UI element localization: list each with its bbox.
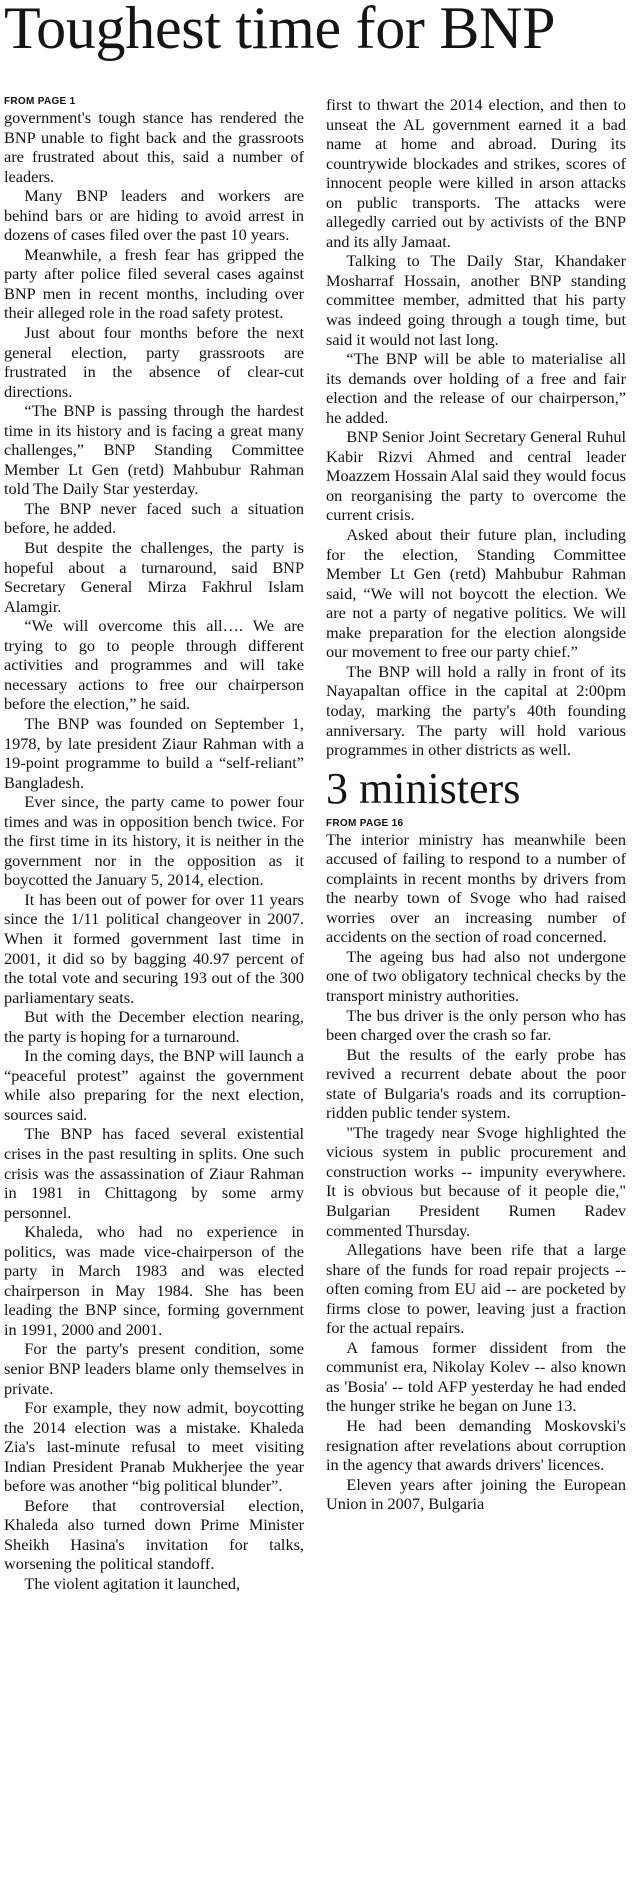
- paragraph: “The BNP will be able to materialise all its demands over holding of a free and fair election and the release of our chairperson,” he added.: [326, 349, 626, 427]
- paragraph: “The BNP is passing through the hardest time in its history and is facing a great many challenges,” BNP Standing Committee Member Lt Gen (retd) Mahbubur Rahman told The Daily Star yesterday.: [4, 401, 304, 499]
- paragraph: The BNP never faced such a situation before, he added.: [4, 498, 304, 538]
- left-column: [4, 96, 304, 1889]
- paragraph: In the coming days, the BNP will launch a “peaceful protest” against the government while also preparing for the next election, sources said.: [4, 1046, 304, 1124]
- paragraph: It has been out of power for over 11 years since the 1/11 political changeover in 2007. When it formed government last time in 2001, it did so by bagging 40.97 percent of the total vote and securing 193 out of the 300 parliamentary seats.: [4, 889, 304, 1007]
- paragraph: government's tough stance has rendered the BNP unable to fight back and the grassroots are frustrated about this, said a number of leaders.: [4, 108, 304, 186]
- paragraph: BNP Senior Joint Secretary General Ruhul Kabir Rizvi Ahmed and central leader Moazzem Hossain Alal said they would focus on reorganising the party to overcome the current crisis.: [326, 427, 626, 525]
- paragraph: Before that controversial election, Khaleda also turned down Prime Minister Sheikh Hasina's invitation for talks, worsening the political standoff.: [4, 1495, 304, 1574]
- paragraph: For example, they now admit, boycotting the 2014 election was a mistake. Khaleda Zia's last-minute refusal to meet visiting Indian President Pranab Mukherjee the year before was another “big political blunder”.: [4, 1398, 304, 1496]
- paragraph: Allegations have been rife that a large share of the funds for road repair projects -- often coming from EU aid -- are pocketed by firms close to power, leaving just a fraction for the actual repairs.: [326, 1240, 626, 1338]
- story1-kicker: FROM PAGE 1: [4, 96, 76, 107]
- paragraph: “We will overcome this all…. We are trying to go to people through different activities and programmes and will take necessary actions to free our chairperson before the election,” he said.: [4, 616, 304, 714]
- paragraph: Many BNP leaders and workers are behind bars or are hiding to avoid arrest in dozens of cases filed over the past 10 years.: [4, 186, 304, 245]
- paragraph: The ageing bus had also not undergone one of two obligatory technical checks by the transport ministry authorities.: [326, 946, 626, 1005]
- paragraph: But despite the challenges, the party is hopeful about a turnaround, said BNP Secretary General Mirza Fakhrul Islam Alamgir.: [4, 538, 304, 616]
- paragraph: first to thwart the 2014 election, and then to unseat the AL government earned it a bad name at home and abroad. During its countrywide blockades and strikes, scores of innocent people were killed in arson attacks on public transports. The attacks were allegedly carried out by activists of the BNP and its ally Jamaat.: [326, 95, 626, 251]
- paragraph: But with the December election nearing, the party is hoping for a turnaround.: [4, 1007, 304, 1046]
- paragraph: Meanwhile, a fresh fear has gripped the party after police filed several cases against BNP men in recent months, including over their alleged role in the road safety protest.: [4, 244, 304, 323]
- paragraph: Asked about their future plan, including for the election, Standing Committee Member Lt Gen (retd) Mahbubur Rahman said, “We will not boycott the election. We are not a party of negative politics. We will make preparation for the election alongside our movement to free our party chief.”: [326, 525, 626, 662]
- paragraph: The interior ministry has meanwhile been accused of failing to respond to a number of complaints in recent months by drivers from the nearby town of Svoge who had raised worries over an increasing number of accidents on the section of road concerned.: [326, 829, 626, 947]
- story2-kicker: FROM PAGE 16: [326, 817, 404, 829]
- paragraph: Talking to The Daily Star, Khandaker Mosharraf Hossain, another BNP standing committee member, admitted that his party was indeed going through a tough time, but said it would not last long.: [326, 251, 626, 349]
- paragraph: For the party's present condition, some senior BNP leaders blame only themselves in private.: [4, 1339, 304, 1398]
- paragraph: The bus driver is the only person who has been charged over the crash so far.: [326, 1005, 626, 1045]
- paragraph: Khaleda, who had no experience in politics, was made vice-chairperson of the party in March 1983 and was elected chairperson in May 1984. She has been leading the BNP since, forming government in 1991, 2000 and 2001.: [4, 1222, 304, 1339]
- paragraph: Ever since, the party came to power four times and was in opposition bench twice. For the first time in its history, it is neither in the government nor in the opposition as it boycotted the January 5, 2014, election.: [4, 792, 304, 890]
- paragraph: But the results of the early probe has revived a recurrent debate about the poor state of Bulgaria's roads and its corruption-ridden public tender system.: [326, 1044, 626, 1123]
- paragraph: The violent agitation it launched,: [24, 1574, 241, 1594]
- paragraph: "The tragedy near Svoge highlighted the vicious system in public procurement and construction works -- impunity everywhere. It is obvious but because of it people die," Bulgarian President Rumen Radev commented Thursday.: [326, 1122, 626, 1240]
- paragraph: A famous former dissident from the communist era, Nikolay Kolev -- also known as 'Bosia' -- told AFP yesterday he had ended the hunger strike he began on June 13.: [326, 1337, 626, 1416]
- paragraph: He had been demanding Moskovski's resignation after revelations about corruption in the agency that awards drivers' licences.: [326, 1416, 626, 1475]
- headline: Toughest time for BNP: [4, 0, 556, 61]
- paragraph: Eleven years after joining the European Union in 2007, Bulgaria: [326, 1474, 626, 1514]
- paragraph: Just about four months before the next general election, party grassroots are frustrated in the absence of clear-cut directions.: [4, 323, 304, 401]
- story2-headline: 3 ministers: [326, 763, 521, 813]
- paragraph: The BNP has faced several existential crises in the past resulting in splits. One such crisis was the assassination of Ziaur Rahman in 1981 in Chittagong by some army personnel.: [4, 1124, 304, 1222]
- right-column: [326, 95, 626, 1888]
- paragraph: The BNP will hold a rally in front of its Nayapaltan office in the capital at 2:00pm today, marking the party's 40th founding anniversary. The party will hold various programmes in other districts as well.: [326, 661, 626, 760]
- paragraph: The BNP was founded on September 1, 1978, by late president Ziaur Rahman with a 19-point programme to build a “self-reliant” Bangladesh.: [4, 713, 304, 792]
